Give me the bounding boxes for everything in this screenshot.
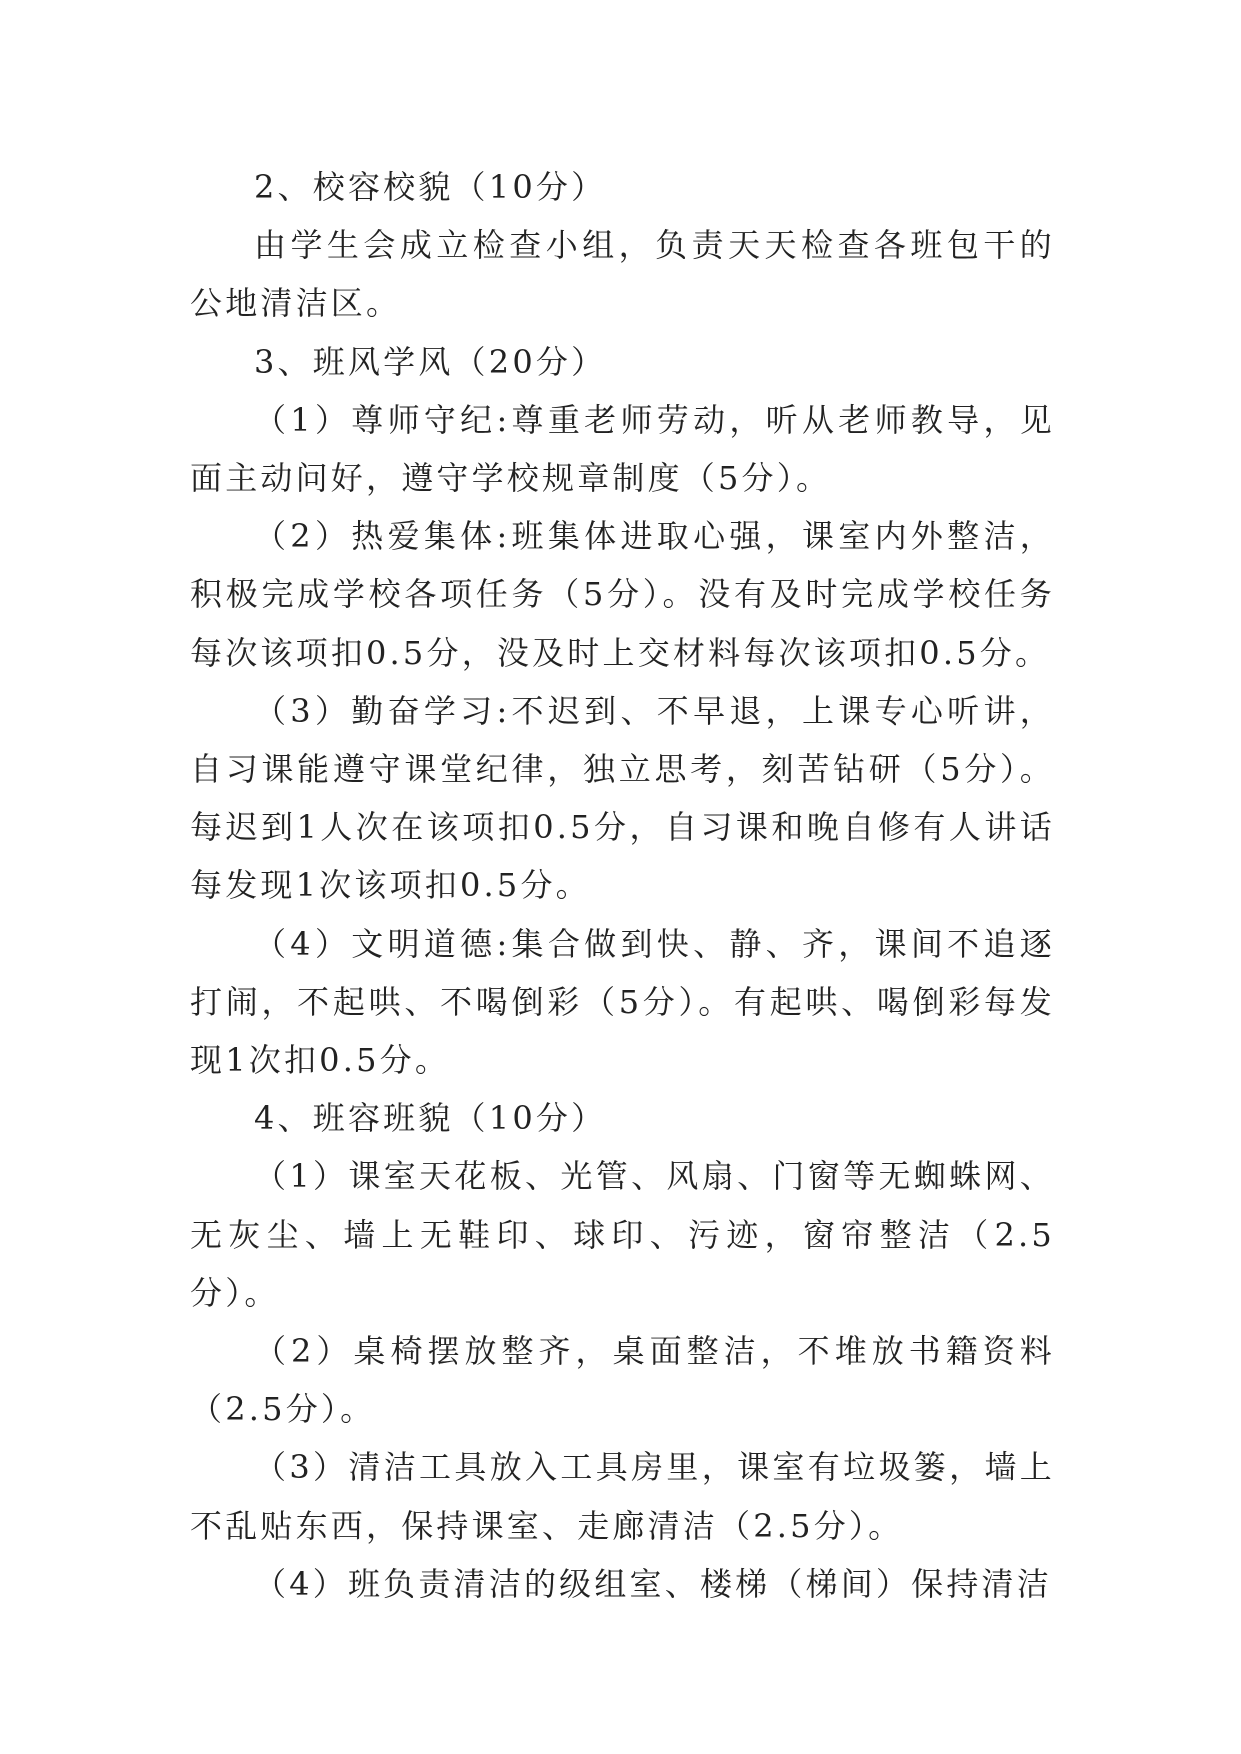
document-body <box>190 158 1055 1613</box>
item-stairs-cleaning: （4）班负责清洁的级组室、楼梯（梯间）保持清洁 <box>254 1564 1052 1603</box>
item-diligent-study: （3）勤奋学习:不迟到、不早退，上课专心听讲，自习课能遵守课堂纪律，独立思考，刻苦钻研（5分）。每迟到1人次在该项扣0.5分，自习课和晚自修有人讲话每发现1次该项扣0.5分。 <box>190 691 1055 905</box>
paragraph-campus-inspection: 由学生会成立检查小组，负责天天检查各班包干的公地清洁区。 <box>190 226 1055 323</box>
item-classroom-ceiling: （1）课室天花板、光管、风扇、门窗等无蜘蛛网、无灰尘、墙上无鞋印、球印、污迹，窗帘整洁（2.5分）。 <box>190 1157 1055 1312</box>
section-heading-class-style: 3、班风学风（20分） <box>254 342 607 381</box>
item-civil-morality: （4）文明道德:集合做到快、静、齐，课间不追逐打闹，不起哄、不喝倒彩（5分）。有起哄、喝倒彩每发现1次扣0.5分。 <box>190 924 1055 1080</box>
item-desks-chairs: （2）桌椅摆放整齐，桌面整洁，不堆放书籍资料（2.5分）。 <box>190 1332 1055 1429</box>
item-respect-teachers: （1）尊师守纪:尊重老师劳动，听从老师教导，见面主动问好，遵守学校规章制度（5分）。 <box>190 400 1055 498</box>
section-heading-campus: 2、校容校貌（10分） <box>254 168 607 206</box>
item-love-collective: （2）热爱集体:班集体进取心强，课室内外整洁，积极完成学校各项任务（5分）。没有及时完成学校任务每次该项扣0.5分，没及时上交材料每次该项扣0.5分。 <box>190 517 1055 672</box>
item-cleaning-tools: （3）清洁工具放入工具房里，课室有垃圾篓，墙上不乱贴东西，保持课室、走廊清洁（2.5分）。 <box>190 1448 1055 1545</box>
section-heading-classroom: 4、班容班貌（10分） <box>254 1099 607 1138</box>
